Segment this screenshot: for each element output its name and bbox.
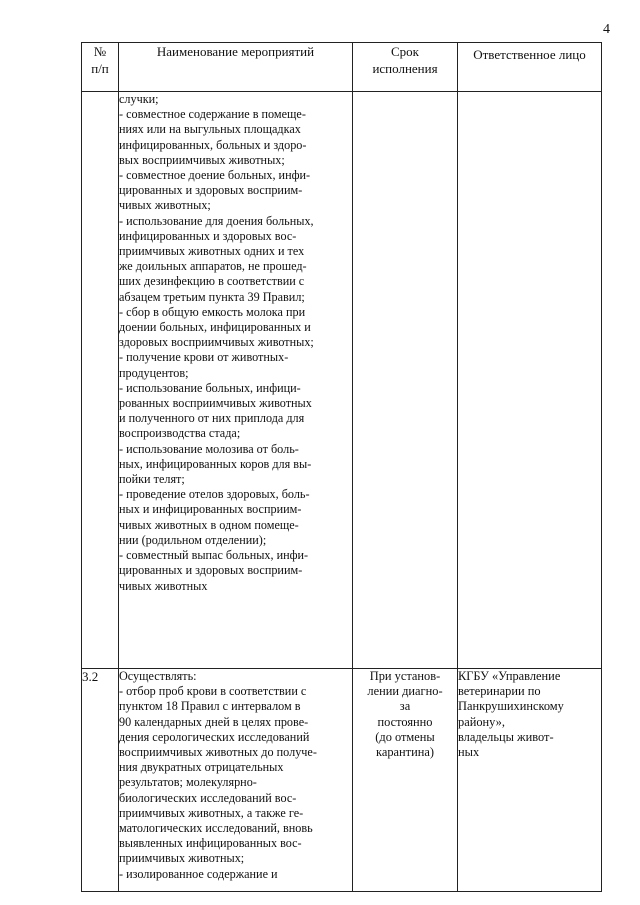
- text-line: рованных восприимчивых животных: [119, 396, 312, 411]
- text-line: нии (родильном отделении);: [119, 532, 267, 547]
- text-line: пунктом 18 Правил с интервалом в: [119, 699, 301, 714]
- header-term: Срок исполнения: [353, 43, 458, 92]
- text-line: дения серологических исследований: [119, 729, 310, 744]
- text-line: ния двукратных отрицательных: [119, 760, 284, 775]
- text-line: ных: [458, 745, 480, 760]
- text-line: - проведение отелов здоровых, боль-: [119, 487, 310, 502]
- text-line: - использование для доения больных,: [119, 213, 314, 228]
- text-line: - использование молозива от боль-: [119, 441, 299, 456]
- text-line: - изолированное содержание и: [119, 866, 278, 881]
- text-line: воспроизводства стада;: [119, 426, 241, 441]
- text-line: ниях или на выгульных площадках: [119, 122, 301, 137]
- text-line: приимчивых животных одних и тех: [119, 244, 305, 259]
- text-line: цированных и здоровых восприим-: [119, 563, 303, 578]
- text-line: пойки телят;: [119, 472, 185, 487]
- text-line: - использование больных, инфици-: [119, 380, 301, 395]
- term-cell: [353, 669, 458, 892]
- header-number: № п/п: [82, 43, 119, 92]
- text-line: чивых животных: [119, 578, 208, 593]
- text-line: ных и инфицированных восприим-: [119, 502, 302, 517]
- text-line: ных, инфицированных коров для вы-: [119, 456, 312, 471]
- text-line: (до отмены: [375, 729, 435, 744]
- text-line: матологических исследований, вновь: [119, 821, 313, 836]
- text-line: инфицированных и здоровых вос-: [119, 228, 297, 243]
- text-line: постоянно: [377, 714, 433, 729]
- measures-table: [81, 42, 602, 892]
- table-row: [82, 92, 602, 669]
- text-line: абзацем третьим пункта 39 Правил;: [119, 289, 305, 304]
- text-line: доении больных, инфицированных и: [119, 320, 311, 335]
- text-line: владельцы живот-: [458, 729, 554, 744]
- responsible-cell: [458, 669, 602, 892]
- text-line: Осуществлять:: [119, 669, 197, 683]
- text-line: ших дезинфекцию в соответствии с: [119, 274, 305, 289]
- row-number: [82, 92, 119, 669]
- text-line: - совместное доение больных, инфи-: [119, 168, 311, 183]
- measure-text: [119, 92, 353, 669]
- text-line: приимчивых животных, а также ге-: [119, 805, 304, 820]
- text-line: - сбор в общую емкость молока при: [119, 304, 306, 319]
- table-header-row: [82, 43, 602, 92]
- text-line: ветеринарии по: [458, 684, 541, 699]
- text-line: восприимчивых животных до получе-: [119, 745, 317, 760]
- text-line: приимчивых животных;: [119, 851, 245, 866]
- text-line: району»,: [458, 714, 505, 729]
- text-line: - получение крови от животных-: [119, 350, 289, 365]
- text-line: за: [399, 699, 411, 714]
- text-line: здоровых восприимчивых животных;: [119, 335, 314, 350]
- text-line: случки;: [119, 92, 159, 106]
- text-line: инфицированных, больных и здоро-: [119, 137, 307, 152]
- text-line: При установ-: [369, 669, 441, 683]
- header-responsible: Ответственное лицо: [458, 43, 602, 92]
- text-line: вых восприимчивых животных;: [119, 152, 285, 167]
- table-row: [82, 669, 602, 892]
- measure-text: [119, 669, 353, 892]
- header-name: Наименование мероприятий: [119, 43, 353, 92]
- term-cell: [353, 92, 458, 669]
- text-line: - совместное содержание в помеще-: [119, 107, 306, 122]
- row-number: 3.2: [82, 669, 119, 892]
- text-line: КГБУ «Управление: [458, 669, 561, 683]
- text-line: карантина): [376, 745, 434, 760]
- text-line: выявленных инфицированных вос-: [119, 836, 302, 851]
- text-line: Панкрушихинскому: [458, 699, 564, 714]
- text-line: - отбор проб крови в соответствии с: [119, 684, 307, 699]
- text-line: биологических исследований вос-: [119, 790, 297, 805]
- text-line: чивых животных;: [119, 198, 211, 213]
- text-line: цированных и здоровых восприим-: [119, 183, 303, 198]
- text-line: продуцентов;: [119, 365, 189, 380]
- responsible-cell: [458, 92, 602, 669]
- text-line: и полученного от них приплода для: [119, 411, 305, 426]
- page-number: 4: [603, 22, 610, 37]
- text-line: лении диагно-: [367, 684, 443, 699]
- text-line: 90 календарных дней в целях прове-: [119, 714, 309, 729]
- text-line: же доильных аппаратов, не прошед-: [119, 259, 307, 274]
- text-line: - совместный выпас больных, инфи-: [119, 548, 309, 563]
- text-line: чивых животных в одном помеще-: [119, 517, 299, 532]
- text-line: результатов; молекулярно-: [119, 775, 257, 790]
